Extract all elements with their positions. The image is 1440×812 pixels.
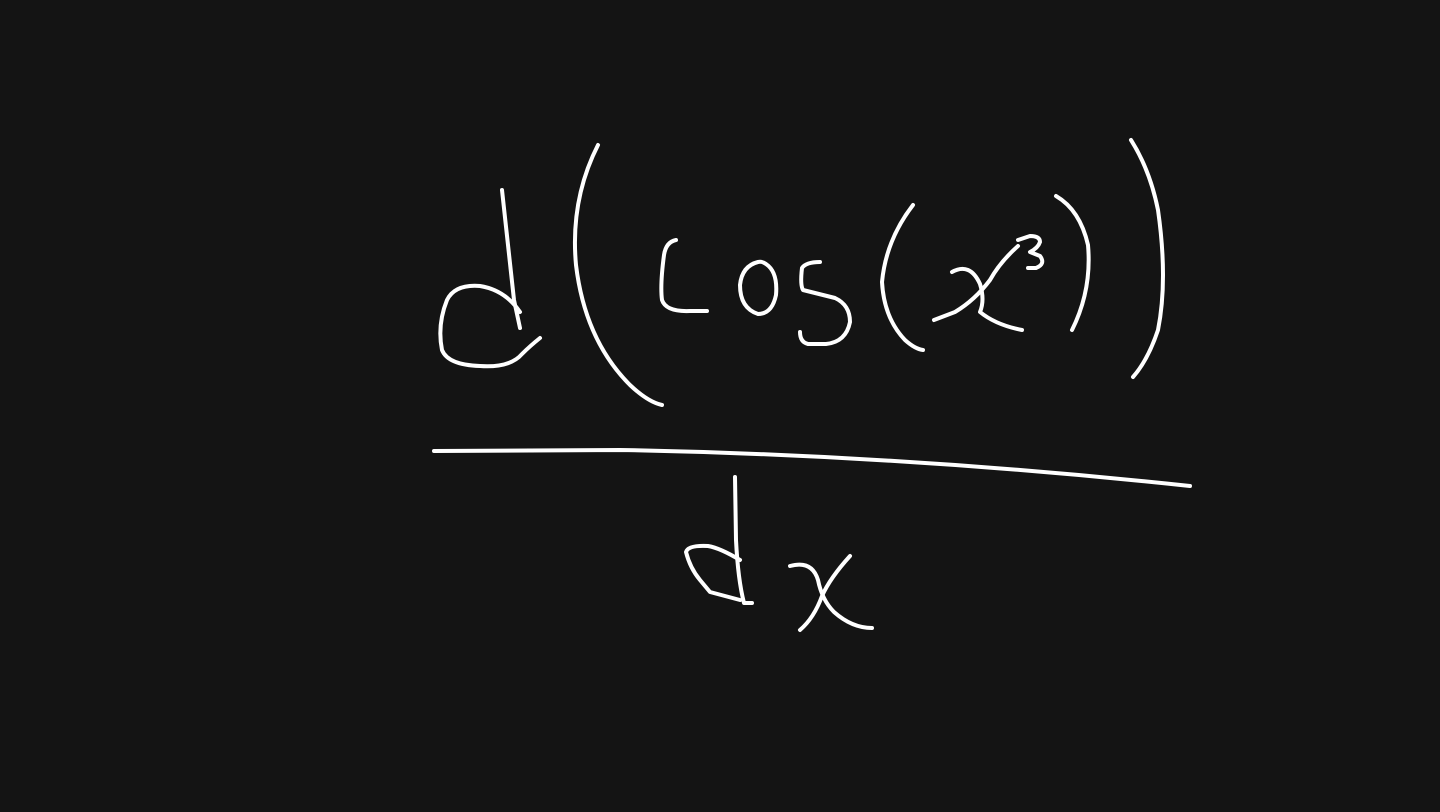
- numerator-d: [440, 190, 540, 366]
- inner-right-paren: [1056, 196, 1089, 330]
- inner-left-paren: [882, 205, 923, 350]
- outer-right-paren: [1131, 140, 1163, 377]
- denominator-x: [790, 556, 872, 630]
- outer-left-paren: [575, 145, 662, 405]
- function-cos: [661, 240, 850, 344]
- variable-x: [934, 246, 1022, 330]
- denominator-d: [686, 477, 752, 603]
- exponent-3: [1018, 236, 1042, 268]
- fraction-bar: [434, 450, 1190, 486]
